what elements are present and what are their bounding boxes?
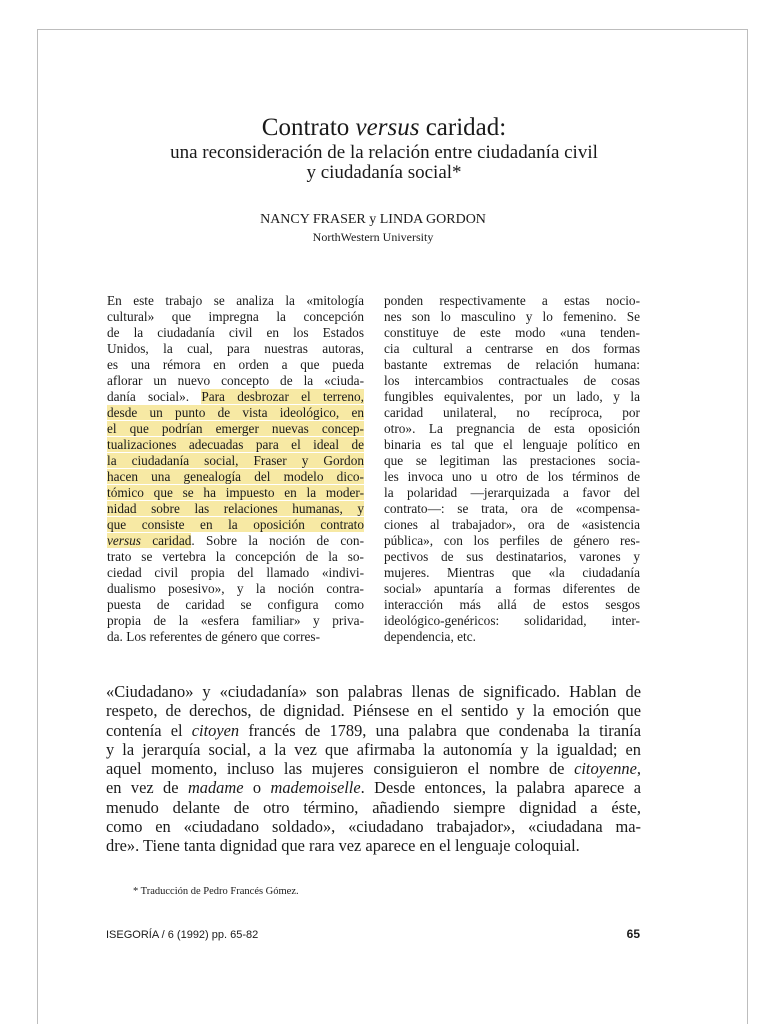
body-text: ,	[636, 759, 641, 779]
title-start: Contrato	[261, 114, 356, 141]
abstract-line: fungibles equivalentes, por un lado, y la	[384, 389, 640, 404]
abstract-line: pública», con los perfiles de género res-	[384, 533, 640, 548]
abstract-line: dependencia, etc.	[384, 629, 476, 644]
abstract-line: constituye de este modo «una tenden-	[384, 325, 640, 340]
abstract-line	[107, 485, 364, 501]
abstract-line: cultural» que impregna la concepción	[107, 309, 364, 324]
abstract-line: aflorar un nuevo concepto de la «ciuda-	[107, 373, 364, 388]
abstract-line: trato se vertebra la concepción de la so-	[107, 549, 364, 564]
abstract-line: les invoca uno u otro de los términos de	[384, 469, 640, 484]
highlighted-text: nidad sobre las relaciones humanas, y	[107, 501, 364, 516]
abstract-line	[107, 389, 364, 405]
abstract-line: ciones al trabajador», ora de «asistencia	[384, 517, 640, 532]
highlighted-text: la ciudadanía social, Fraser y Gordon	[107, 453, 364, 468]
body-text: contenía el	[106, 720, 192, 740]
title-italic: versus	[355, 114, 420, 141]
body-text: en vez de	[106, 778, 188, 798]
authors: NANCY FRASER y LINDA GORDON	[260, 212, 486, 227]
abstract-text: . Sobre la noción de con-	[191, 533, 364, 548]
abstract-line: de la ciudadanía civil en los Estados	[107, 325, 364, 340]
abstract-line	[107, 533, 364, 549]
highlighted-text: caridad	[140, 533, 192, 548]
subtitle-line-1: una reconsideración de la relación entre ciudadanía civil	[170, 142, 598, 163]
body-text: . Desde entonces, la palabra aparece a	[360, 778, 641, 798]
body-line: «Ciudadano» y «ciudadanía» son palabras llenas de significado. Hablan de	[106, 682, 641, 701]
abstract-line: pectivos de sus destinatarios, varones y	[384, 549, 640, 564]
abstract-line	[107, 453, 364, 469]
body-line: respeto, de derechos, de dignidad. Piénsese en el sentido y la emoción que	[106, 701, 641, 721]
highlighted-italic-text: versus	[107, 533, 141, 548]
abstract-line	[107, 437, 364, 453]
body-text: aquel momento, incluso las mujeres consiguieron el nombre de	[106, 759, 575, 779]
highlighted-text: hacen una genealogía del modelo dico-	[107, 469, 364, 484]
abstract-line: cia cultural a centrarse en dos formas	[384, 341, 640, 356]
abstract-line	[107, 517, 364, 533]
body-italic: citoyenne	[574, 759, 637, 779]
abstract-line: Unidos, la cual, para nuestras autoras,	[107, 341, 364, 356]
abstract-line: da. Los referentes de género que corres-	[107, 629, 321, 644]
affiliation: NorthWestern University	[312, 230, 434, 244]
body-paragraph	[106, 682, 641, 856]
abstract-line: es una rémora en orden a que pueda	[107, 357, 364, 372]
abstract-line: la polaridad —jerarquizada a favor del	[384, 485, 640, 500]
body-text: francés de 1789, una palabra que condenaba la tiranía	[239, 720, 642, 740]
abstract-line: ponden respectivamente a estas nocio-	[384, 293, 640, 308]
highlighted-text: Para desbrozar el terreno,	[201, 389, 364, 404]
body-text: o	[243, 778, 271, 798]
subtitle-line-2: y ciudadanía social*	[306, 162, 462, 183]
body-line: como en «ciudadano soldado», «ciudadano trabajador», «ciudadana ma-	[106, 817, 641, 837]
body-line	[106, 778, 641, 797]
abstract-line: ciedad civil propia del llamado «indivi-	[107, 565, 364, 580]
journal-citation: ISEGORÍA / 6 (1992) pp. 65-82	[106, 929, 259, 941]
abstract-line: bastante extremas de relación humana:	[384, 357, 640, 372]
highlighted-text: que consiste en la oposición contrato	[107, 517, 364, 532]
abstract-line: dualismo posesivo», y la noción contra-	[107, 581, 364, 596]
abstract-line: ideológico-genéricos: solidaridad, inter-	[384, 613, 640, 628]
abstract-line: puesta de caridad se configura como	[107, 597, 364, 612]
abstract-text: danía social».	[107, 389, 202, 404]
body-line: y la jerarquía social, a la vez que afirmaba la autonomía y la igualdad; en	[106, 739, 641, 759]
title-end: caridad:	[419, 114, 507, 141]
abstract-line: En este trabajo se analiza la «mitología	[107, 293, 364, 308]
article-subtitle	[60, 143, 708, 183]
body-line: menudo delante de otro término, añadiendo siempre dignidad a éste,	[106, 797, 641, 817]
highlighted-text: tualizaciones adecuadas para el ideal de	[107, 437, 364, 452]
abstract-line: nes son lo masculino y lo femenino. Se	[384, 309, 640, 324]
abstract-line: que se legitiman las prestaciones socia-	[384, 453, 640, 468]
body-line: dre». Tiene tanta dignidad que rara vez aparece en el lenguaje coloquial.	[106, 836, 580, 856]
abstract-line	[107, 421, 364, 437]
abstract-right-column	[384, 293, 640, 645]
body-line	[106, 721, 641, 740]
body-italic: citoyen	[191, 720, 240, 740]
body-italic: madame	[187, 778, 244, 798]
body-line	[106, 759, 641, 778]
highlighted-text: desde un punto de vista ideológico, en	[107, 405, 364, 420]
highlighted-text: tómico que se ha impuesto en la moder-	[107, 485, 364, 500]
abstract-line: mujeres. Mientras que «la ciudadanía	[384, 565, 640, 580]
abstract-line	[107, 405, 364, 421]
abstract-left-column	[107, 293, 364, 645]
body-italic: mademoiselle	[270, 778, 361, 798]
abstract-line: propia de la «esfera familiar» y priva-	[107, 613, 364, 628]
abstract-line: los intercambios contractuales de cosas	[384, 373, 640, 388]
abstract-line	[107, 501, 364, 517]
abstract-line: interacción más allá de estos sesgos	[384, 597, 640, 612]
footnote: * Traducción de Pedro Francés Gómez.	[133, 886, 299, 897]
abstract-line: binaria es tal que el lenguaje político en	[384, 437, 640, 452]
page-number: 65	[626, 927, 640, 941]
abstract-line: social» apuntaría a formas diferentes de	[384, 581, 640, 596]
abstract-line	[107, 469, 364, 485]
abstract-line: contrato—: se trata, ora de «compensa-	[384, 501, 640, 516]
abstract-line: caridad unilateral, no recíproca, por	[384, 405, 640, 420]
highlighted-text: el que podrían emerger nuevas concep-	[107, 421, 364, 436]
abstract-line: otro». La pregnancia de esta oposición	[384, 421, 640, 436]
article-title	[0, 114, 768, 142]
